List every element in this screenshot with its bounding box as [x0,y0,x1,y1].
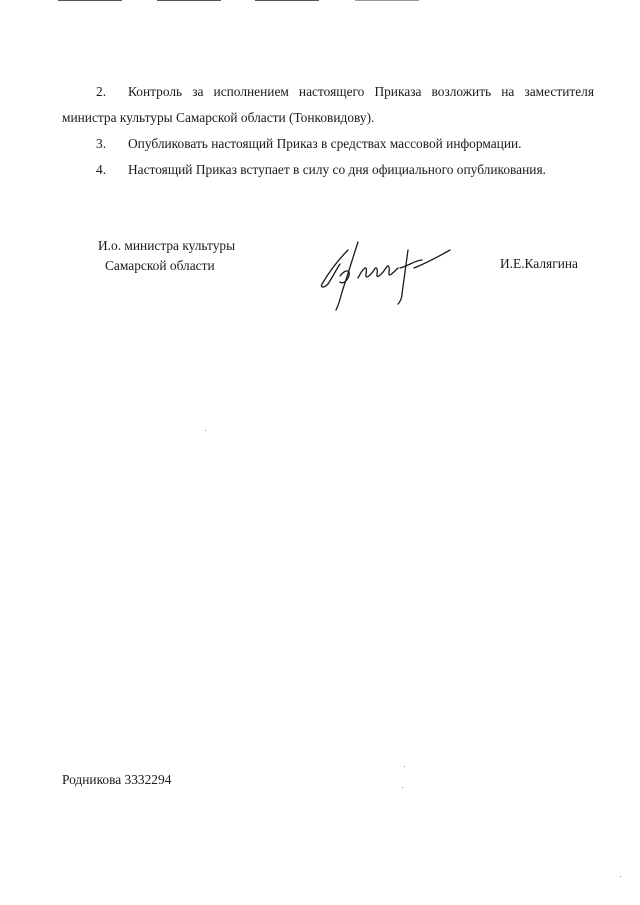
order-item-4 [62,157,594,183]
signatory-position-line1: И.о. министра культуры [98,238,236,253]
order-item-3 [62,131,594,157]
signatory-position [98,236,235,276]
item-text: Контроль за исполнением настоящего Приказа возложить на заместителя министра культуры Самарской области (Тонковидову). [62,84,594,125]
top-rule-2 [157,0,221,1]
top-rule-4 [355,0,419,1]
handwritten-signature [318,234,453,312]
item-number: 4. [96,162,107,177]
executor-contact: Родникова 3332294 [62,772,172,787]
order-item-2 [62,79,594,131]
scan-speck [205,430,206,431]
signatory-name: И.Е.Калягина [500,256,578,271]
scan-speck [620,876,621,877]
scan-speck [404,766,405,767]
item-number: 3. [96,136,107,151]
top-rule-1 [58,0,122,1]
signatory-position-line2: Самарской области [105,258,215,273]
top-rule-3 [255,0,319,1]
item-text: Опубликовать настоящий Приказ в средствах массовой информации. [128,136,522,151]
scan-speck [402,787,403,788]
item-number: 2. [96,84,107,99]
item-text: Настоящий Приказ вступает в силу со дня официального опубликования. [128,162,546,177]
